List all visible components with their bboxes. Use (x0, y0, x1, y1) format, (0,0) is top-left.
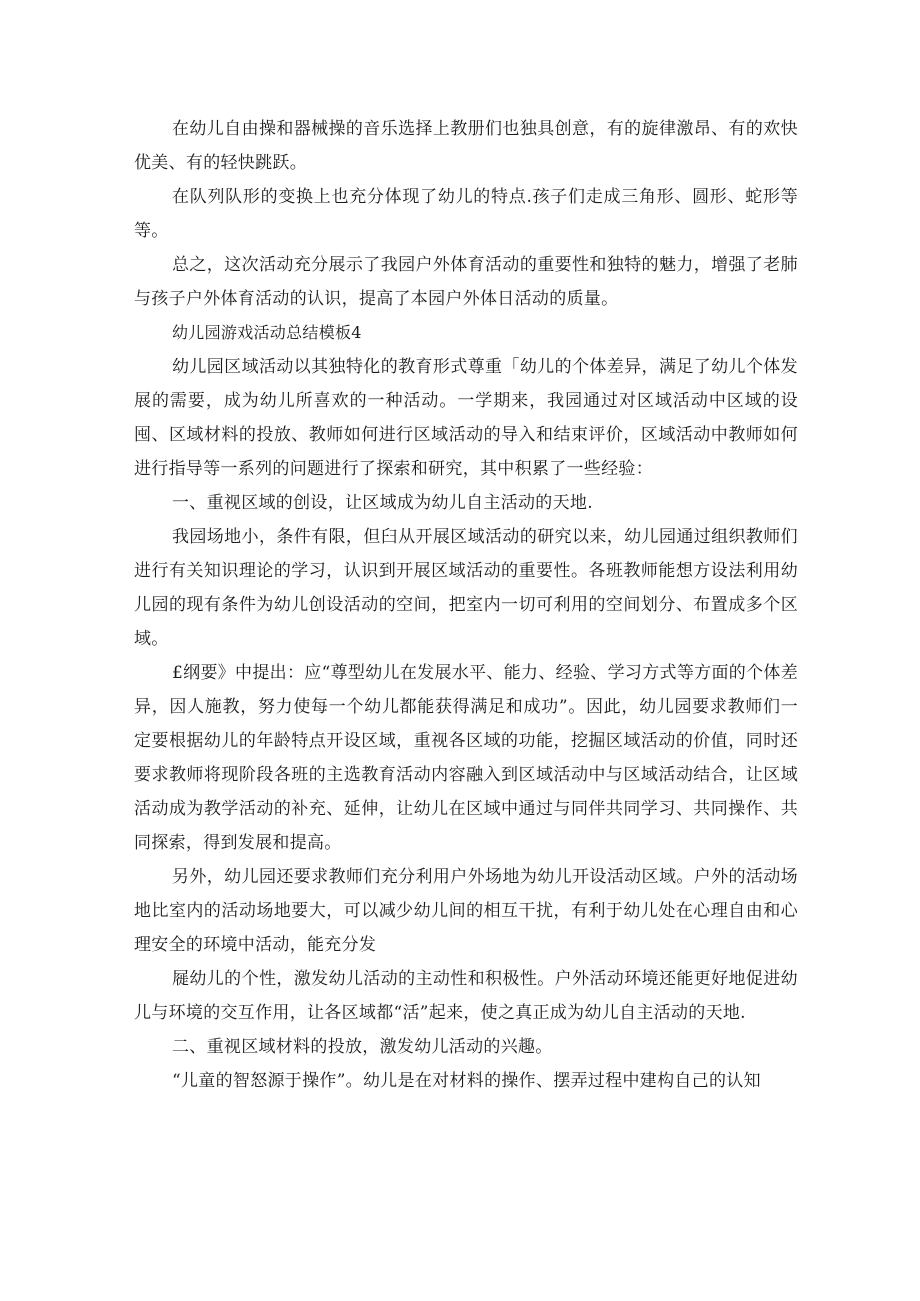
paragraph-outline-quote: £纲要》中提出：应“尊型幼儿在发展水平、能力、经验、学习方式等方面的个体差异，因人施教，努力使每一个幼儿都能获得满足和成功”。因此，幼儿园要求教师们一定要根据幼儿的年龄特点开设区域，重视各区域的功能，挖掘区域活动的价值，同时还要求教师将现阶段各班的主选教育活动内容融入到区域活动中与区域活动结合，让区域活动成为教学活动的补充、延伸，让幼儿在区域中通过与同伴共同学习、共同操作、共同探索，得到发展和提高。 (134, 663, 798, 853)
paragraph-music-selection: 在幼儿自由操和器械操的音乐选择上教册们也独具创意，有的旋律激昂、有的欢快优美、有的轻快跳跃。 (134, 119, 798, 173)
paragraph-outdoor: 另外，幼儿园还要求教师们充分利用户外场地为幼儿开设活动区域。户外的活动场地比室内的活动场地要大，可以减少幼儿间的相互干扰，有利于幼儿处在心理自由和心理安全的环境中活动，能充分发 (134, 867, 798, 955)
section-title: 幼儿园游戏活动总结模板4 (172, 323, 362, 342)
point-heading-2: 二、重视区域材料的投放，激发幼儿活动的兴趣。 (172, 1037, 553, 1057)
paragraph-venue: 我园场地小，条件有限，但臼从开展区域活动的研究以来，幼儿园通过组织教师们进行有关知识理论的学习，认识到开展区域活动的重要性。各班教师能想方设法利用幼儿园的现有条件为幼儿创设活动的空间，把室内一切可利用的空间划分、布置成多个区域。 (134, 527, 798, 649)
paragraph-formation-change: 在队列队形的变换上也充分体现了幼儿的特点.孩子们走成三角形、圆形、蛇形等等。 (134, 187, 798, 241)
document-body (134, 112, 798, 1098)
paragraph-outdoor-continued: 屣幼儿的个性，激发幼儿活动的主动性和积极性。户外活动环境还能更好地促进幼儿与环境的交互作用，让各区域都“活”起来，使之真正成为幼儿自主活动的天地. (134, 969, 798, 1023)
paragraph-materials: “儿童的智怒源于操作”。幼儿是在对材料的操作、摆弄过程中建构自己的认知 (172, 1071, 761, 1091)
paragraph-summary: 总之，这次活动充分展示了我园户外体育活动的重要性和独特的魅力，增强了老肺与孩子户外体育活动的认识，提高了本园户外体日活动的质量。 (134, 255, 798, 309)
point-heading-1: 一、重视区域的创设，让区域成为幼儿自主活动的天地. (172, 493, 593, 513)
paragraph-intro: 幼儿园区域活动以其独特化的教育形式尊重「幼儿的个体差异，满足了幼儿个体发展的需要，成为幼儿所喜欢的一种活动。一学期来，我园通过对区域活动中区域的设囤、区域材料的投放、教师如何进行区域活动的导入和结束评价，区域活动中教师如何进行指导等一系列的问题进行了探索和研究，其中积累了一些经验： (134, 357, 798, 479)
